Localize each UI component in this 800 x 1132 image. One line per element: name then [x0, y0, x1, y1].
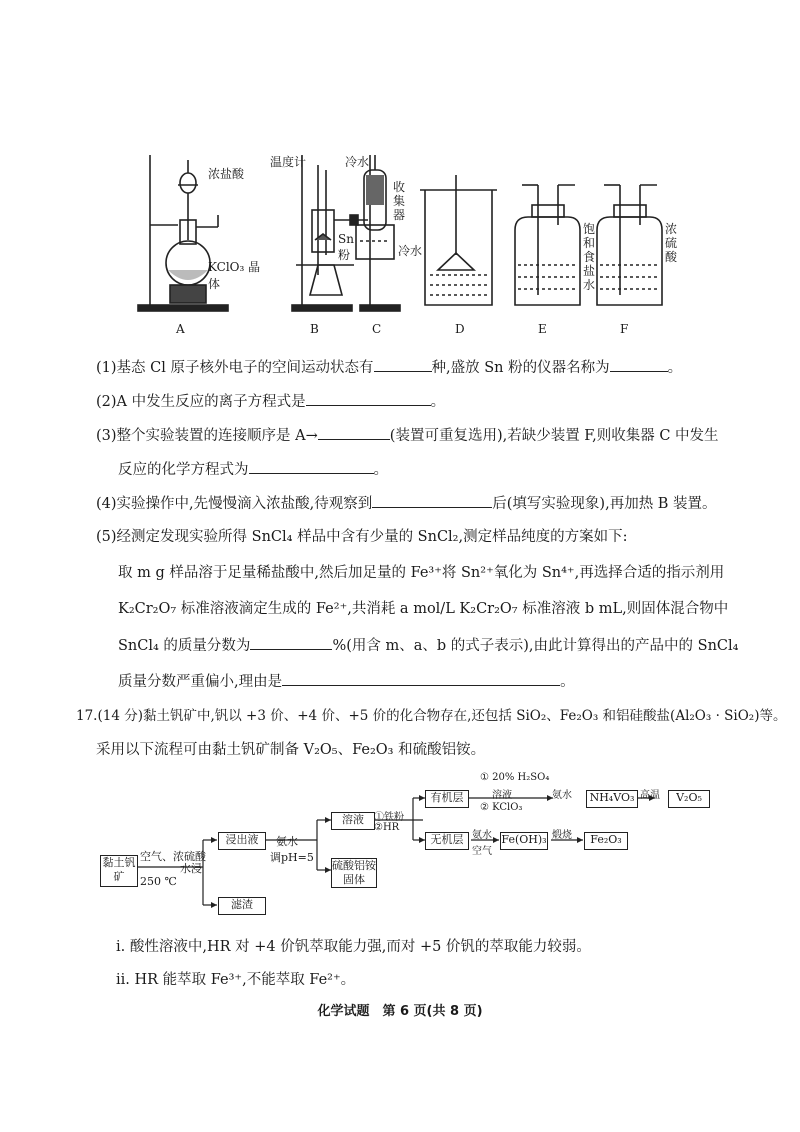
flow-ammonia3: 氨水: [472, 830, 492, 841]
note-2: ⅱ. HR 能萃取 Fe³⁺,不能萃取 Fe²⁺。: [116, 972, 356, 988]
label-conc-h2so4: 浓硫酸: [665, 222, 678, 264]
label-saturated-brine: 饱和食盐水: [583, 222, 596, 292]
label-cold-water: 冷水: [398, 244, 423, 258]
flow-box-feoh3: Fe(OH)₃: [500, 832, 548, 850]
question-5-line-a: 取 m g 样品溶于足量稀盐酸中,然后加足量的 Fe³⁺将 Sn²⁺氧化为 Sn⁴⁺,再选择合适的指示剂用: [118, 565, 725, 581]
label-sn-powder: Sn 粉: [338, 232, 354, 262]
apparatus-e: [515, 185, 580, 305]
question-17-intro: 17.(14 分)黏土钒矿中,钒以 +3 价、+4 价、+5 价的化合物存在,还包括 SiO₂、Fe₂O₃ 和铝硅酸盐(Al₂O₃ · SiO₂)等。: [76, 708, 787, 724]
flow-step1: 空气、浓硫酸: [140, 850, 206, 863]
question-5-line-b: K₂Cr₂O₇ 标准溶液滴定生成的 Fe²⁺,共消耗 a mol/L K₂Cr₂O₇ 标准溶液 b mL,则固体混合物中: [118, 601, 729, 617]
question-5-line-c: SnCl₄ 的质量分数为 %(用含 m、a、b 的式子表示),由此计算得出的产品中的 SnCl₄: [118, 635, 738, 656]
flow-acid1: ① 20% H₂SO₄: [480, 772, 550, 783]
letter-a: A: [176, 322, 185, 336]
label-kclo3: KClO₃ 晶体: [208, 260, 261, 291]
letter-f: F: [620, 322, 629, 336]
apparatus-f: [597, 185, 662, 305]
letter-c: C: [372, 322, 382, 336]
answer-blank: [306, 391, 431, 406]
flow-ammonia: 氨水: [276, 835, 298, 848]
question-3: (3)整个实验装置的连接顺序是 A→ (装置可重复选用),若缺少装置 F,则收集器 C 中发生: [96, 425, 719, 446]
flow-box-residue: 滤渣: [218, 897, 266, 915]
flow-box-fe2o3: Fe₂O₃: [584, 832, 628, 850]
apparatus-d: [420, 175, 497, 305]
flow-box-ore: 黏土钒矿: [100, 855, 138, 887]
flow-hr: ②HR: [374, 822, 400, 833]
answer-blank: [610, 357, 668, 372]
letter-e: E: [538, 322, 547, 336]
flow-hightemp: 高温: [640, 790, 660, 801]
question-1: (1)基态 Cl 原子核外电子的空间运动状态有 种,盛放 Sn 粉的仪器名称为 。: [96, 357, 682, 378]
flow-box-alum: 硫酸铝铵固体: [332, 859, 376, 886]
flow-ammonia2: 氨水: [552, 790, 572, 801]
letter-d: D: [455, 322, 465, 336]
answer-blank: [282, 671, 560, 686]
answer-blank: [249, 459, 374, 474]
note-1: ⅰ. 酸性溶液中,HR 对 +4 价钒萃取能力强,而对 +5 价钒的萃取能力较弱。: [116, 939, 591, 955]
flow-acid2: ② KClO₃: [480, 802, 523, 813]
question-2: (2)A 中发生反应的离子方程式是 。: [96, 391, 445, 412]
answer-blank: [250, 635, 332, 650]
label-thermometer: 温度计: [270, 155, 307, 169]
flow-iron: ①铁粉: [374, 812, 404, 823]
answer-blank: [372, 493, 492, 508]
flow-box-nh4vo3: NH₄VO₃: [586, 790, 638, 808]
letter-b: B: [310, 322, 319, 336]
answer-blank: [318, 425, 390, 440]
flow-box-organic: 有机层: [425, 790, 469, 808]
flow-box-v2o5: V₂O₅: [668, 790, 710, 808]
flow-ph: 调pH=5: [270, 851, 314, 864]
question-5-line-e: 质量分数严重偏小,理由是 。: [118, 671, 575, 692]
flow-air: 空气: [472, 846, 492, 857]
page-footer: 化学试题 第 6 页(共 8 页): [317, 1004, 483, 1019]
flow-acid1b: 溶液: [492, 790, 512, 801]
question-4: (4)实验操作中,先慢慢滴入浓盐酸,待观察到 后(填写实验现象),再加热 B 装置。: [96, 493, 717, 514]
label-collector: 收集器: [393, 180, 406, 222]
label-cold-water-top: 冷水: [345, 155, 370, 169]
flow-burn: 煅烧: [552, 830, 572, 841]
question-3-cont: 反应的化学方程式为 。: [118, 459, 388, 480]
question-17-line2: 采用以下流程可由黏土钒矿制备 V₂O₅、Fe₂O₃ 和硫酸铝铵。: [96, 742, 486, 758]
flow-step2: 水浸: [180, 862, 202, 875]
flow-chart-lines: [95, 770, 735, 920]
flow-box-inorganic: 无机层: [425, 832, 469, 850]
question-5: (5)经测定发现实验所得 SnCl₄ 样品中含有少量的 SnCl₂,测定样品纯度的方案如下:: [96, 529, 628, 545]
flow-box-leach: 浸出液: [218, 832, 266, 850]
label-conc-hcl: 浓盐酸: [208, 167, 245, 181]
flow-box-solution: 溶液: [331, 812, 375, 830]
flow-step1b: 250 ℃: [140, 875, 177, 888]
answer-blank: [374, 357, 432, 372]
